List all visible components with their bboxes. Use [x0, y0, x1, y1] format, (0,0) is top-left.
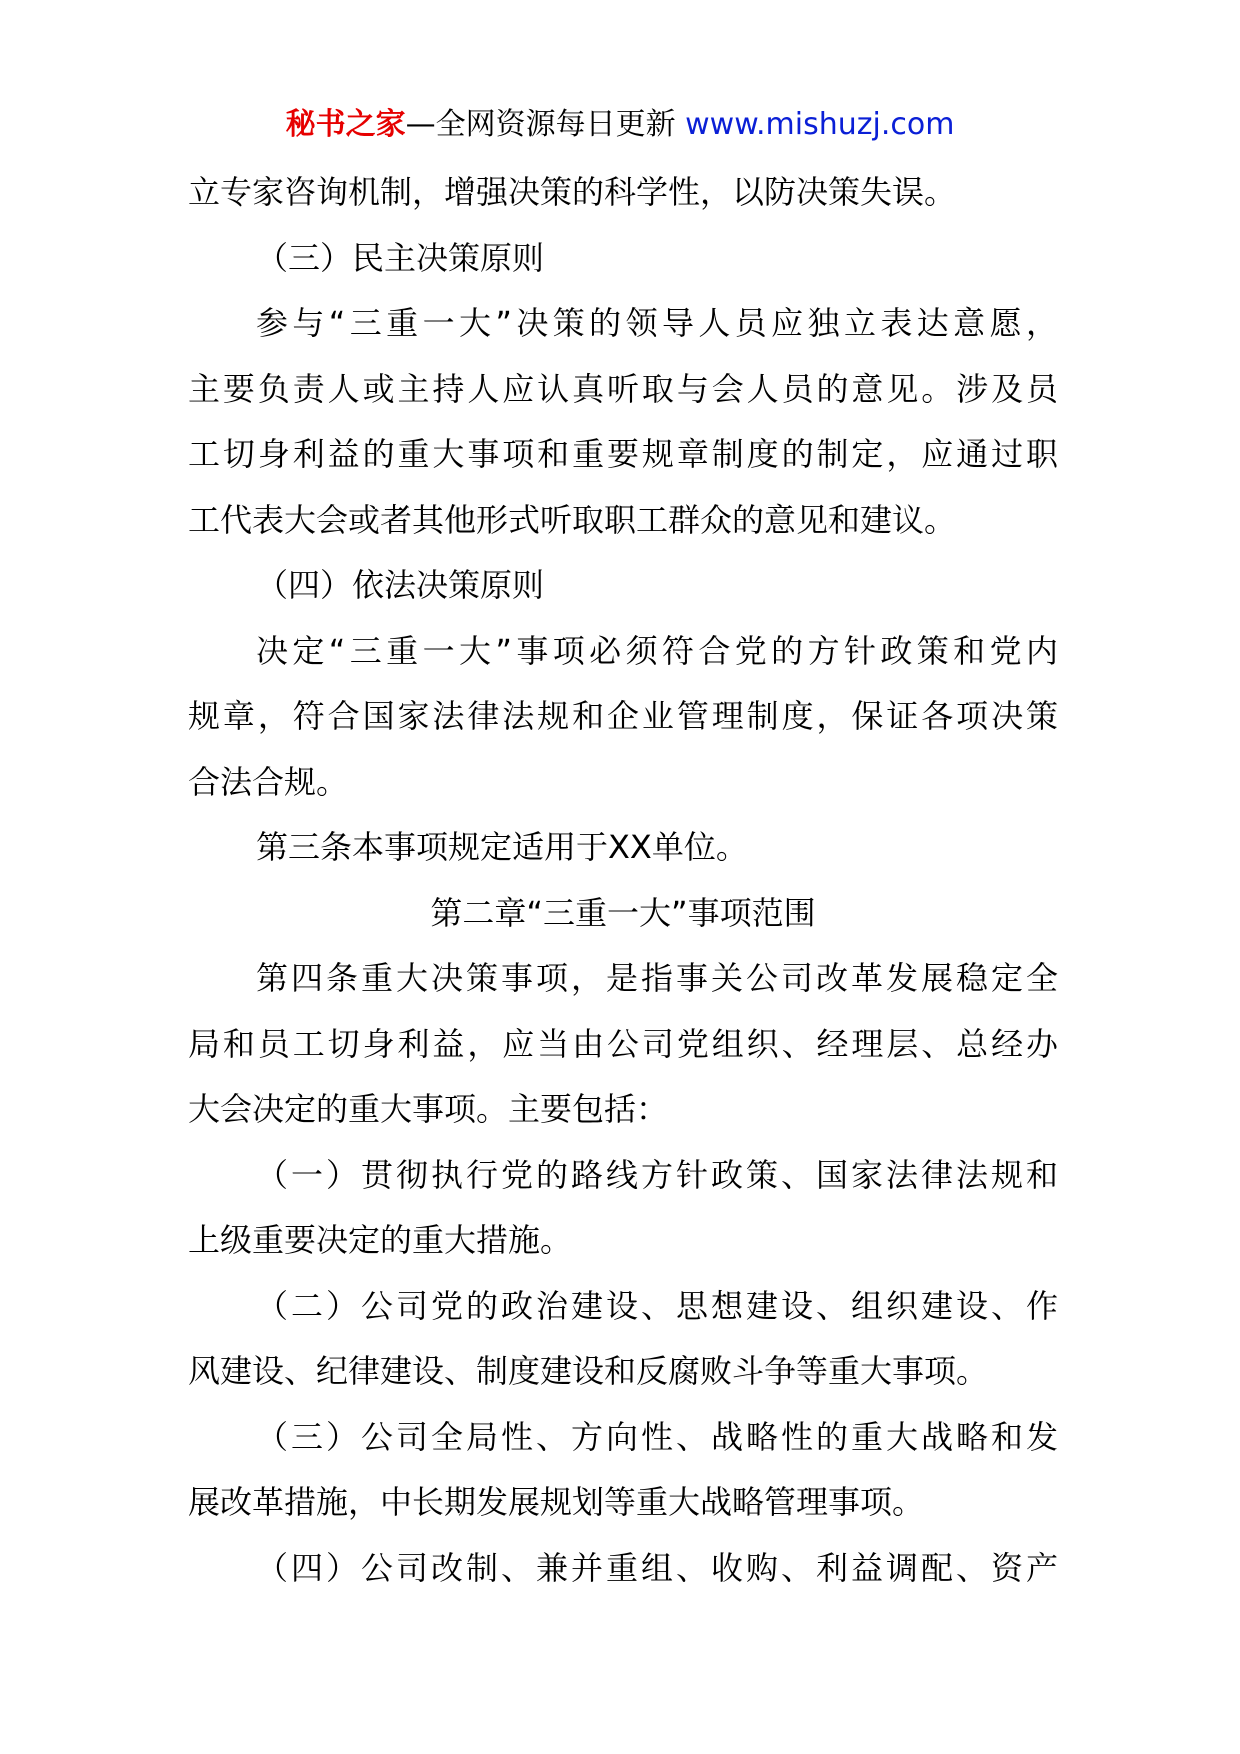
paragraph-line: 工代表大会或者其他形式听取职工群众的意见和建议。 — [188, 500, 957, 539]
paragraph-line: 工切身利益的重大事项和重要规章制度的制定，应通过职 — [188, 435, 1058, 473]
paragraph-line: 合法合规。 — [188, 762, 349, 801]
paragraph-line: 第四条重大决策事项，是指事关公司改革发展稳定全 — [256, 959, 1058, 997]
site-brand: 秘书之家 — [285, 107, 406, 142]
site-url-link[interactable]: www.mishuzj.com — [685, 107, 955, 142]
paragraph-line: 参与“三重一大”决策的领导人员应独立表达意愿， — [256, 304, 1058, 342]
list-item: （四）公司改制、兼并重组、收购、利益调配、资产 — [256, 1548, 1058, 1587]
paragraph-line: 风建设、纪律建设、制度建设和反腐败斗争等重大事项。 — [188, 1352, 989, 1390]
chapter-title: 第二章“三重一大”事项范围 — [430, 893, 816, 932]
paragraph-line: 展改革措施，中长期发展规划等重大战略管理事项。 — [188, 1483, 925, 1521]
site-header — [0, 100, 1240, 150]
section-heading: （四）依法决策原则 — [256, 566, 545, 604]
list-item: （一）贯彻执行党的路线方针政策、国家法律法规和 — [256, 1155, 1058, 1194]
paragraph-line: 大会决定的重大事项。主要包括： — [188, 1090, 669, 1128]
paragraph-line: 第三条本事项规定适用于XX单位。 — [256, 828, 748, 866]
document-body — [188, 160, 1058, 1601]
list-item: （二）公司党的政治建设、思想建设、组织建设、作 — [256, 1286, 1058, 1325]
paragraph-line: 立专家咨询机制，增强决策的科学性，以防决策失误。 — [188, 173, 957, 211]
section-heading: （三）民主决策原则 — [256, 238, 545, 277]
paragraph-line: 规章，符合国家法律法规和企业管理制度，保证各项决策 — [188, 697, 1058, 735]
paragraph-line: 上级重要决定的重大措施。 — [188, 1221, 573, 1259]
site-slogan: —全网资源每日更新 — [405, 107, 686, 142]
paragraph-line: 局和员工切身利益，应当由公司党组织、经理层、总经办 — [188, 1024, 1058, 1063]
list-item: （三）公司全局性、方向性、战略性的重大战略和发 — [256, 1417, 1058, 1456]
paragraph-line: 决定“三重一大”事项必须符合党的方针政策和党内 — [256, 631, 1058, 670]
paragraph-line: 主要负责人或主持人应认真听取与会人员的意见。涉及员 — [188, 369, 1058, 408]
